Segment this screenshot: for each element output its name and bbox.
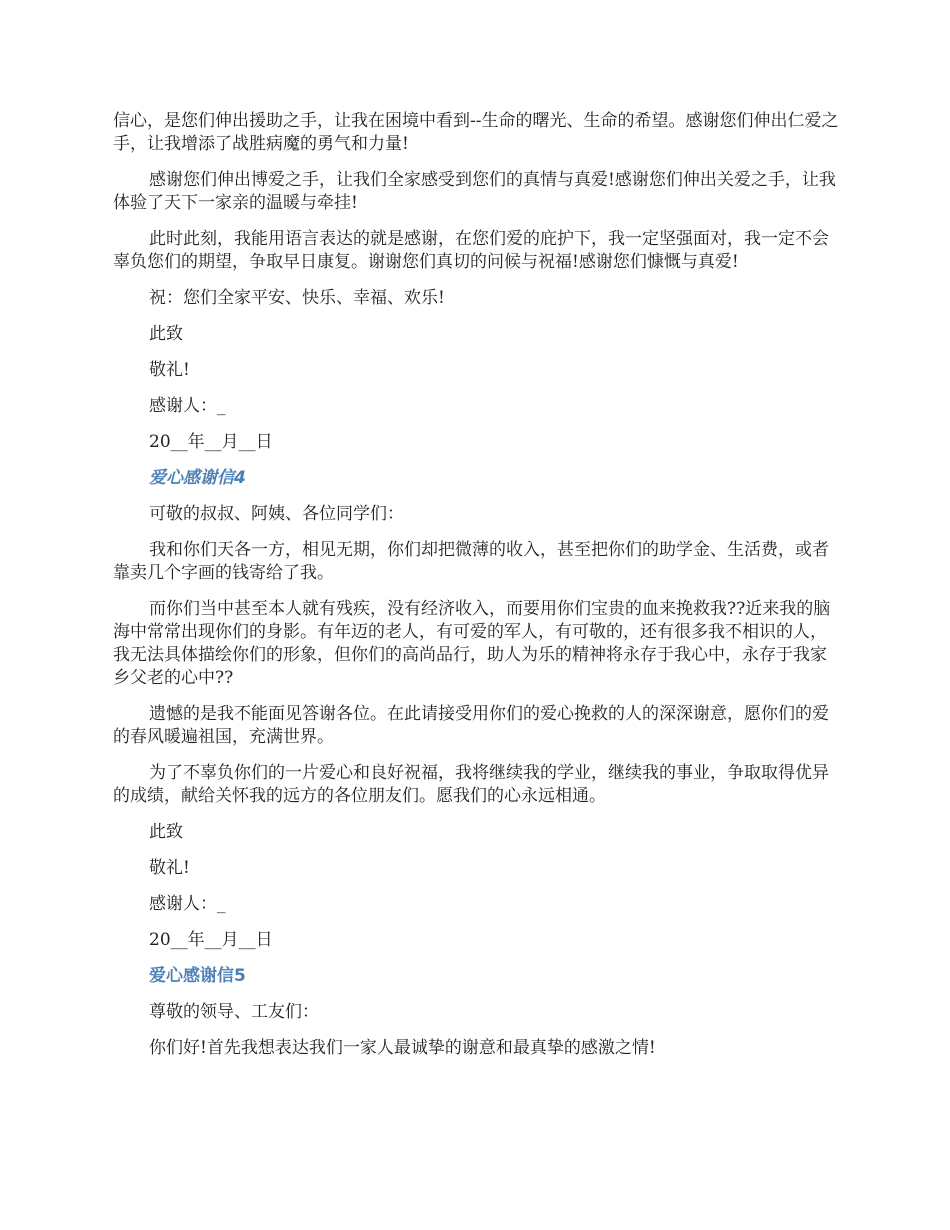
paragraph: 遗憾的是我不能面见答谢各位。在此请接受用你们的爱心挽救的人的深深谢意，愿你们的爱的春风暖遍祖国，充满世界。 — [113, 704, 829, 747]
document-page — [113, 110, 840, 1073]
date-line: 20__年__月__日 — [149, 930, 273, 950]
paragraph: 我和你们天各一方，相见无期，你们却把微薄的收入，甚至把你们的助学金、生活费，或者靠卖几个字画的钱寄给了我。 — [113, 540, 829, 583]
salute-line: 敬礼! — [149, 360, 190, 380]
closing-line: 此致 — [149, 324, 183, 344]
date-line: 20__年__月__日 — [149, 432, 273, 452]
paragraph: 而你们当中甚至本人就有残疾，没有经济收入，而要用你们宝贵的血来挽救我??近来我的脑海中常常出现你们的身影。有年迈的老人，有可爱的军人，有可敬的，还有很多我不相识的人，我无法具体描绘你们的形象，但你们的高尚品行，助人为乐的精神将永存于我心中，永存于我家乡父老的心中?? — [113, 599, 831, 688]
section-heading: 爱心感谢信5 — [149, 966, 246, 986]
greeting-line: 尊敬的领导、工友们： — [149, 1002, 319, 1022]
paragraph: 此时此刻，我能用语言表达的就是感谢，在您们爱的庇护下，我一定坚强面对，我一定不会辜负您们的期望，争取早日康复。谢谢您们真切的问候与祝福!感谢您们慷慨与真爱! — [113, 229, 829, 272]
paragraph: 感谢您们伸出博爱之手，让我们全家感受到您们的真情与真爱!感谢您们伸出关爱之手，让我体验了天下一家亲的温暖与牵挂! — [113, 170, 836, 213]
greeting-line: 可敬的叔叔、阿姨、各位同学们： — [149, 504, 404, 524]
paragraph: 你们好!首先我想表达我们一家人最诚挚的谢意和最真挚的感激之情! — [149, 1038, 656, 1058]
paragraph: 为了不辜负你们的一片爱心和良好祝福，我将继续我的学业，继续我的事业，争取取得优异的成绩，献给关怀我的远方的各位朋友们。愿我们的心永远相通。 — [113, 763, 829, 806]
closing-line: 此致 — [149, 822, 183, 842]
signer-line: 感谢人：_ — [149, 396, 226, 416]
paragraph: 信心，是您们伸出援助之手，让我在困境中看到--生命的曙光、生命的希望。感谢您们伸出仁爱之手，让我增添了战胜病魔的勇气和力量! — [113, 111, 839, 154]
signer-line: 感谢人：_ — [149, 894, 226, 914]
wish-line: 祝：您们全家平安、快乐、幸福、欢乐! — [149, 288, 445, 308]
salute-line: 敬礼! — [149, 858, 190, 878]
section-heading: 爱心感谢信4 — [149, 468, 246, 488]
